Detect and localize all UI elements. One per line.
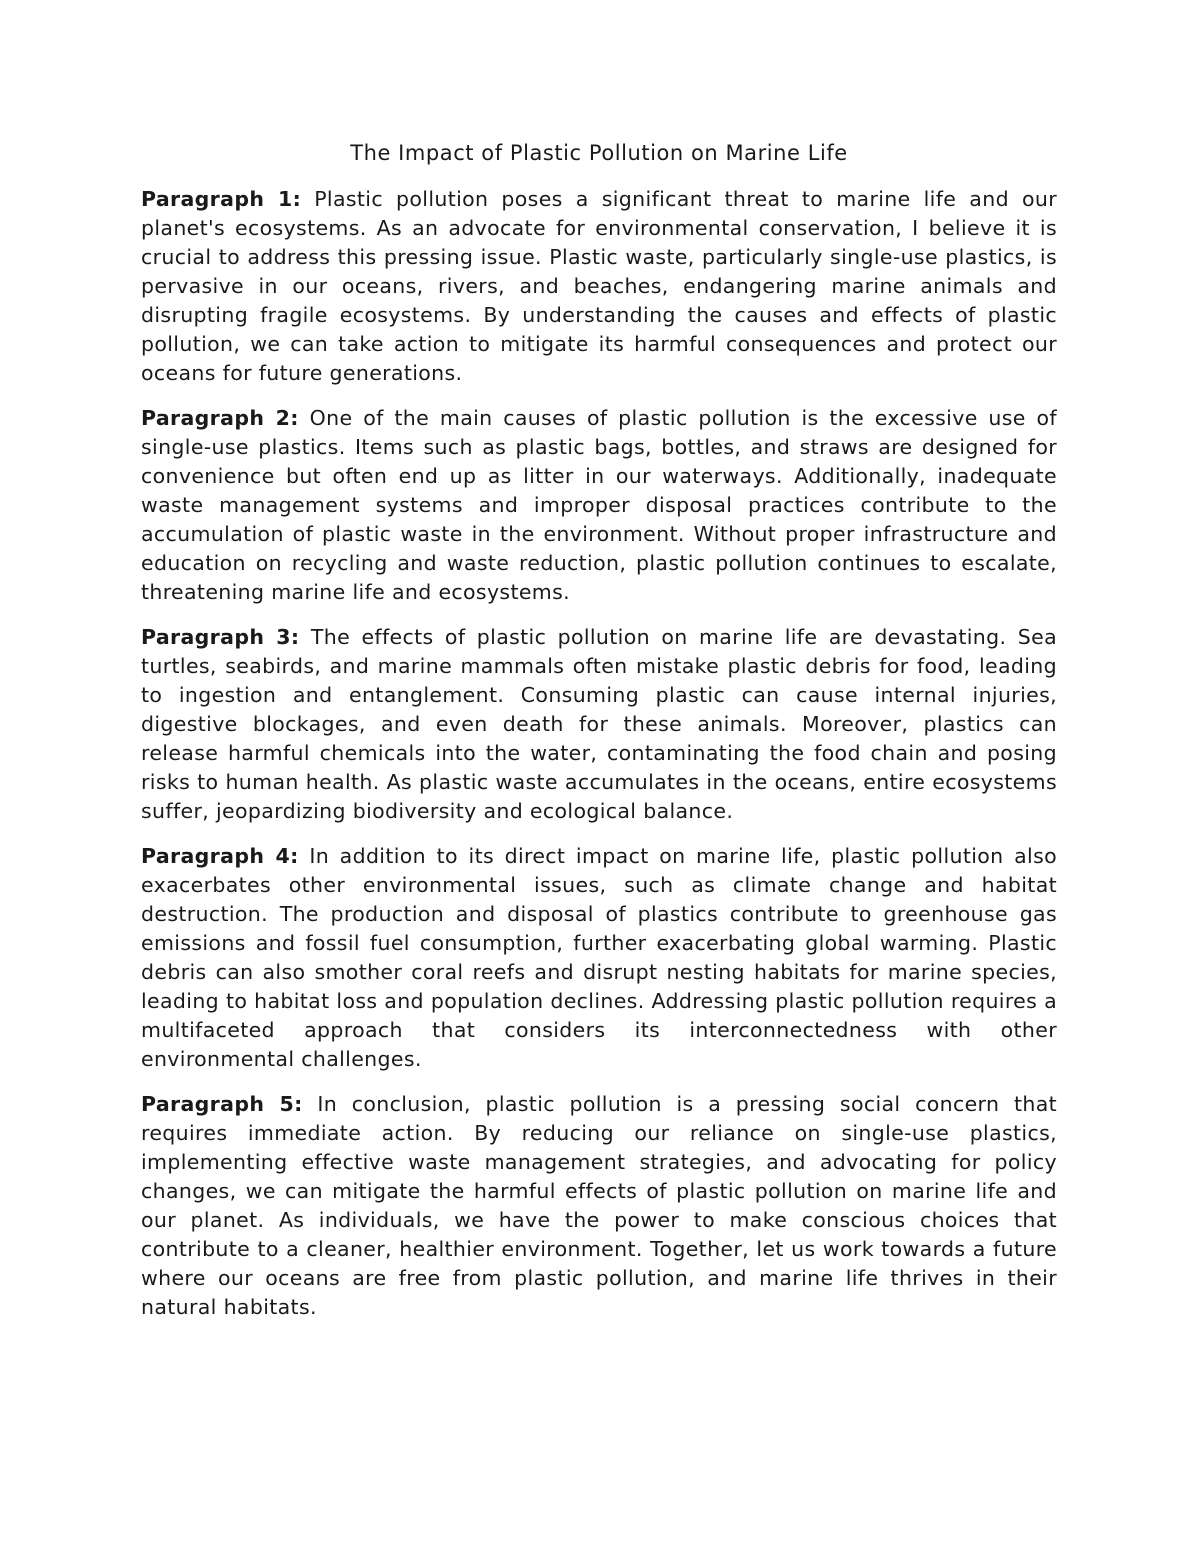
paragraph-1-label: Paragraph 1: xyxy=(141,187,302,211)
paragraph-1 xyxy=(141,185,1057,388)
paragraph-5 xyxy=(141,1090,1057,1322)
paragraph-4 xyxy=(141,842,1057,1074)
document-title: The Impact of Plastic Pollution on Marine Life xyxy=(350,141,848,165)
paragraph-5-label: Paragraph 5: xyxy=(141,1092,303,1116)
paragraph-3 xyxy=(141,623,1057,826)
paragraph-3-text: The effects of plastic pollution on marine life are devastating. Sea turtles, seabirds, and marine mammals often mistake plastic debris for food, leading to ingestion and entanglement. Consuming plastic can cause internal injuries, digestive blockages, and even death for these animals. Moreover, plastics can release harmful chemicals into the water, contaminating the food chain and posing risks to human health. As plastic waste accumulates in the oceans, entire ecosystems suffer, jeopardizing biodiversity and ecological balance. xyxy=(141,625,1058,823)
document-body xyxy=(141,138,1057,1338)
paragraph-2-label: Paragraph 2: xyxy=(141,406,299,430)
paragraph-1-text: Plastic pollution poses a significant threat to marine life and our planet's ecosystems. As an advocate for environmental conservation, I believe it is crucial to address this pressing issue. Plastic waste, particularly single-use plastics, is pervasive in our oceans, rivers, and beaches, endangering marine animals and disrupting fragile ecosystems. By understanding the causes and effects of plastic pollution, we can take action to mitigate its harmful consequences and protect our oceans for future generations. xyxy=(141,187,1057,385)
paragraph-2-text: One of the main causes of plastic pollution is the excessive use of single-use plastics. Items such as plastic bags, bottles, and straws are designed for convenience but often end up as litter in our waterways. Additionally, inadequate waste management systems and improper disposal practices contribute to the accumulation of plastic waste in the environment. Without proper infrastructure and education on recycling and waste reduction, plastic pollution continues to escalate, threatening marine life and ecosystems. xyxy=(141,406,1057,604)
paragraph-2 xyxy=(141,404,1057,607)
paragraph-4-text: In addition to its direct impact on marine life, plastic pollution also exacerbates other environmental issues, such as climate change and habitat destruction. The production and disposal of plastics contribute to greenhouse gas emissions and fossil fuel consumption, further exacerbating global warming. Plastic debris can also smother coral reefs and disrupt nesting habitats for marine species, leading to habitat loss and population declines. Addressing plastic pollution requires a multifaceted approach that considers its interconnectedness with other environmental challenges. xyxy=(141,844,1057,1071)
paragraph-3-label: Paragraph 3: xyxy=(141,625,300,649)
paragraph-5-text: In conclusion, plastic pollution is a pressing social concern that requires immediate action. By reducing our reliance on single-use plastics, implementing effective waste management strategies, and advocating for policy changes, we can mitigate the harmful effects of plastic pollution on marine life and our planet. As individuals, we have the power to make conscious choices that contribute to a cleaner, healthier environment. Together, let us work towards a future where our oceans are free from plastic pollution, and marine life thrives in their natural habitats. xyxy=(141,1092,1057,1319)
paragraph-4-label: Paragraph 4: xyxy=(141,844,299,868)
